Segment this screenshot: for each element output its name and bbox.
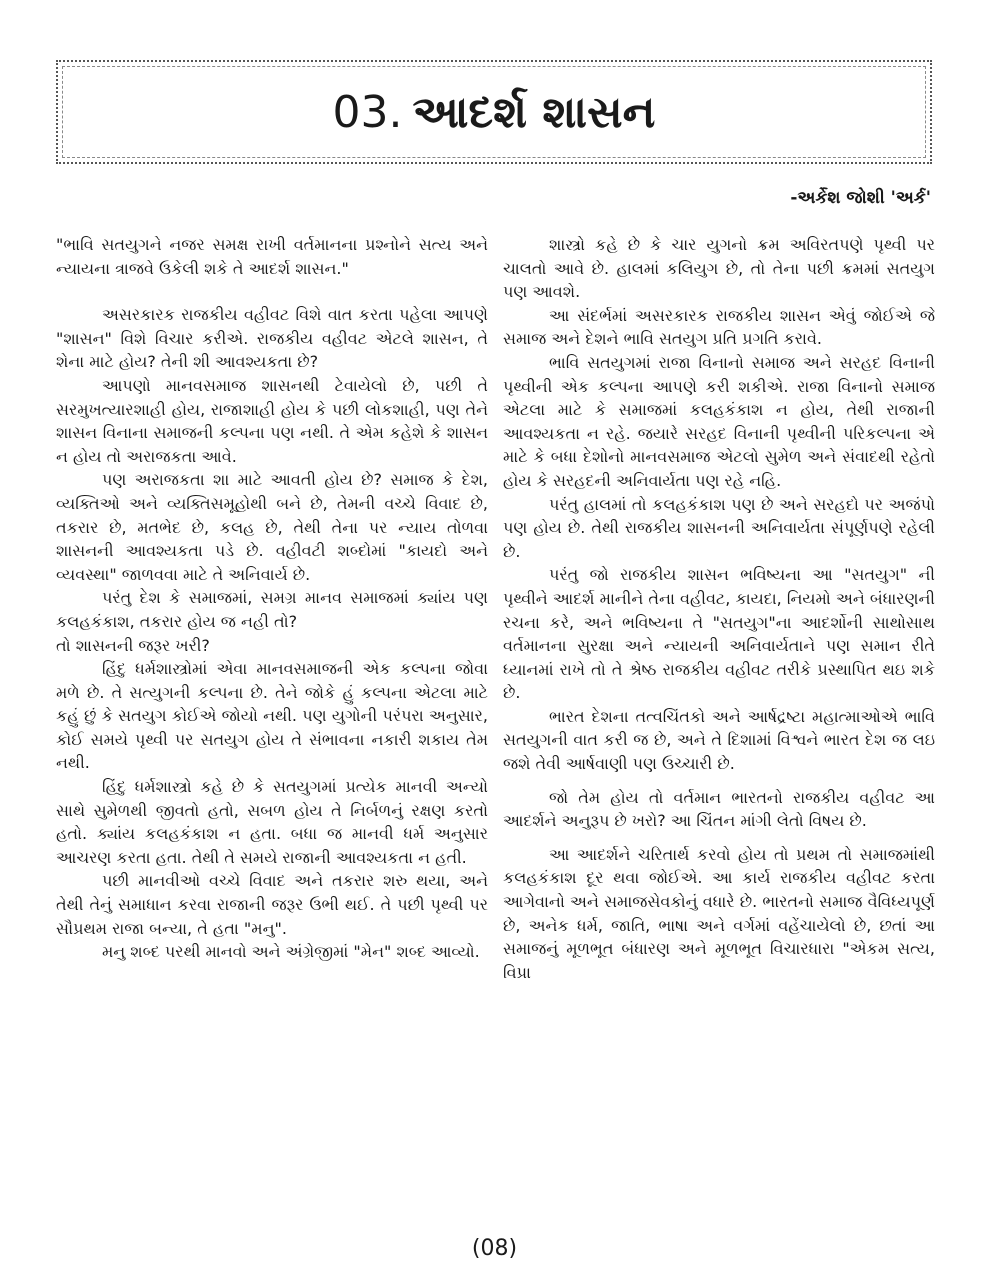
paragraph: આ સંદર્ભમાં અસરકારક રાજકીય શાસન એવું જોઈએ જે સમાજ અને દેશને ભાવિ સતયુગ પ્રતિ પ્રગતિ કરાવે. bbox=[503, 305, 935, 349]
paragraph: પરંતુ હાલમાં તો કલહકંકાશ પણ છે અને સરહદો પર અજંપો પણ હોય છે. તેથી રાજકીય શાસનની અનિવાર્યતા સંપૂર્ણપણે રહેલી છે. bbox=[503, 494, 935, 561]
paragraph: પરંતુ દેશ કે સમાજમાં, સમગ્ર માનવ સમાજમાં ક્યાંય પણ કલહકંકાશ, તકરાર હોય જ નહી તો? bbox=[56, 588, 488, 631]
left-column bbox=[56, 233, 488, 964]
paragraph: ભાવિ સતયુગમાં રાજા વિનાનો સમાજ અને સરહદ વિનાની પૃથ્વીની એક કલ્પના આપણે કરી શકીએ. રાજા વિનાનો સમાજ એટલા માટે કે સમાજમાં કલહકંકાશ ન હોય, તેથી રાજાની આવશ્યકતા ન રહે. જયારે સરહદ વિનાની પૃથ્વીની પરિકલ્પના એ માટે કે બધા દેશોનો માનવસમાજ એટલો સુમેળ અને સંવાદથી રહેતો હોય કે સરહદની અનિવાર્યતા પણ રહે નહિ. bbox=[503, 352, 935, 490]
chapter-title: આદર્શ શાસન bbox=[412, 86, 656, 138]
paragraph: ભારત દેશના તત્વચિંતકો અને આર્ષદ્રષ્ટા મહાત્માઓએ ભાવિ સતયુગની વાત કરી જ છે, અને તે દિશામાં વિશ્વને ભારત દેશ જ લઇ જશે તેવી આર્ષવાણી પણ ઉચ્ચારી છે. bbox=[503, 706, 935, 774]
right-column bbox=[503, 233, 935, 984]
title-frame bbox=[56, 60, 932, 164]
paragraph: હિંદુ ધર્મશાસ્ત્રોમાં એવા માનવસમાજની એક કલ્પના જોવા મળે છે. તે સત્યુગની કલ્પના છે. તેને જોકે હું કલ્પના એટલા માટે કહું છું કે સતયુગ કોઈએ જોયો નથી. પણ યુગોની પરંપરા અનુસાર, કોઈ સમયે પૃથ્વી પર સતયુગ હોય તે સંભાવના નકારી શકાય તેમ નથી. bbox=[56, 659, 488, 773]
paragraph: તો શાસનની જરૂર ખરી? bbox=[56, 635, 210, 655]
author-byline: -અર્કેશ જોશી 'અર્ક' bbox=[790, 188, 931, 208]
paragraph: આ આદર્શને ચરિતાર્થ કરવો હોય તો પ્રથમ તો સમાજમાંથી કલહકંકાશ દૂર થવા જોઈએ. આ કાર્ય રાજકીય વહીવટ કરતા આગેવાનો અને સમાજસેવકોનું વધારે છે. ભારતનો સમાજ વૈવિધ્યપૂર્ણ છે, અનેક ધર્મ, જાતિ, ભાષા અને વર્ગમાં વહેંચાયેલો છે, છતાં આ સમાજનું મૂળભૂત બંધારણ અને મૂળભૂત વિચારધારા "એકમ સત્ય, વિપ્રા bbox=[503, 844, 935, 982]
paragraph: જો તેમ હોય તો વર્તમાન ભારતનો રાજકીય વહીવટ આ આદર્શને અનુરૂપ છે ખરો? આ ચિંતન માંગી લેતો વિષય છે. bbox=[503, 787, 935, 831]
paragraph: પણ અરાજકતા શા માટે આવતી હોય છે? સમાજ કે દેશ, વ્યક્તિઓ અને વ્યક્તિસમૂહોથી બને છે, તેમની વચ્ચે વિવાદ છે, તકરાર છે, મતભેદ છે, કલહ છે, તેથી તેના પર ન્યાય તોળવા શાસનની આવશ્યકતા પડે છે. વહીવટી શબ્દોમાં "કાયદો અને વ્યવસ્થા" જાળવવા માટે તે અનિવાર્ય છે. bbox=[56, 470, 488, 584]
chapter-number: 03. bbox=[332, 86, 403, 138]
paragraph: શાસ્ત્રો કહે છે કે ચાર યુગનો ક્રમ અવિરતપણે પૃથ્વી પર ચાલતો આવે છે. હાલમાં કલિયુગ છે, તો તેના પછી ક્રમમાં સતયુગ પણ આવશે. bbox=[503, 235, 935, 302]
paragraph: પરંતુ જો રાજકીય શાસન ભવિષ્યના આ "સતયુગ" ની પૃથ્વીને આદર્શ માનીને તેના વહીવટ, કાયદા, નિયમો અને બંધારણની રચના કરે, અને ભવિષ્યના તે "સતયુગ"ના આદર્શોની સાથોસાથ વર્તમાનના સુરક્ષા અને ન્યાયની અનિવાર્યતાને પણ સમાન રીતે ધ્યાનમાં રાખે તો તે શ્રેષ્ઠ રાજકીય વહીવટ તરીકે પ્રસ્થાપિત થઇ શકે છે. bbox=[503, 565, 935, 703]
paragraph: અસરકારક રાજકીય વહીવટ વિશે વાત કરતા પહેલા આપણે "શાસન" વિશે વિચાર કરીએ. રાજકીય વહીવટ એટલે શાસન, તે શેના માટે હોય? તેની શી આવશ્યકતા છે? bbox=[56, 305, 488, 372]
title-frame-inner bbox=[62, 66, 926, 158]
paragraph: પછી માનવીઓ વચ્ચે વિવાદ અને તકરાર શરુ થયા, અને તેથી તેનું સમાધાન કરવા રાજાની જરૂર ઉભી થઈ. તે પછી પૃથ્વી પર સૌપ્રથમ રાજા બન્યા, તે હતા "મનુ". bbox=[56, 871, 488, 938]
paragraph: હિંદુ ધર્મશાસ્ત્રો કહે છે કે સતયુગમાં પ્રત્યેક માનવી અન્યો સાથે સુમેળથી જીવતો હતો, સબળ હોય તે નિર્બળનું રક્ષણ કરતો હતો. ક્યાંય કલહકંકાશ ન હતા. બધા જ માનવી ધર્મ અનુસાર આચરણ કરતા હતા. તેથી તે સમયે રાજાની આવશ્યકતા ન હતી. bbox=[56, 777, 488, 867]
paragraph: મનુ શબ્દ પરથી માનવો અને અંગ્રેજીમાં "મેન" શબ્દ આવ્યો. bbox=[102, 942, 480, 962]
quote-paragraph: "ભાવિ સતયુગને નજર સમક્ષ રાખી વર્તમાનના પ્રશ્નોને સત્ય અને ન્યાયના ત્રાજવે ઉકેલી શકે તે આદર્શ શાસન." bbox=[56, 235, 488, 278]
paragraph: આપણો માનવસમાજ શાસનથી ટેવાયેલો છે, પછી તે સરમુખત્યારશાહી હોય, રાજાશાહી હોય કે પછી લોકશાહી, પણ તેને શાસન વિનાના સમાજની કલ્પના પણ નથી. તે એમ કહેશે કે શાસન ન હોય તો અરાજકતા આવે. bbox=[56, 375, 488, 466]
page-number: (08) bbox=[471, 1236, 518, 1261]
